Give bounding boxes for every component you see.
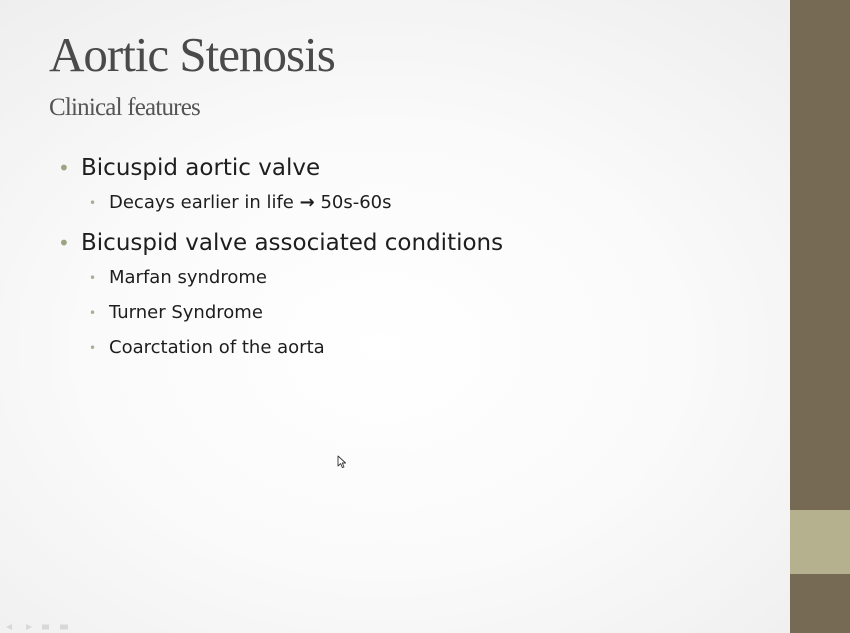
bullet-text: Bicuspid aortic valve [81,155,321,181]
slide-title: Aortic Stenosis [49,27,335,82]
bullet-text: Bicuspid valve associated conditions [81,230,504,256]
sub-bullet-dot-icon: • [89,271,97,285]
bullet-dot-icon: • [58,231,70,255]
sub-bullet-item-decays-earlier [58,188,758,223]
sub-bullet-text: Marfan syndrome [109,267,267,288]
bullet-item-bicuspid-aortic-valve [58,152,758,188]
bullet-item-associated-conditions [58,227,758,263]
slideshow-controls-icon[interactable] [2,622,82,632]
right-arrow-icon: → [299,192,315,213]
sub-bullet-item-coarctation [58,333,758,368]
sub-bullet-text: Coarctation of the aorta [109,337,325,358]
sidebar-dark-band-top [790,0,850,510]
slide-subtitle: Clinical features [49,94,200,121]
sub-bullet-dot-icon: • [89,196,97,210]
sub-bullet-text-after: 50s-60s [320,192,392,213]
sub-bullet-item-marfan [58,263,758,298]
sub-bullet-text: Decays earlier in life [109,192,294,213]
sub-bullet-dot-icon: • [89,341,97,355]
sidebar-light-band [790,510,850,574]
mouse-pointer-icon [337,455,347,469]
sidebar-dark-band-bottom [790,574,850,633]
bullet-dot-icon: • [58,156,70,180]
sub-bullet-item-turner [58,298,758,333]
sub-bullet-text: Turner Syndrome [109,302,263,323]
bullet-list [58,152,758,368]
sub-bullet-dot-icon: • [89,306,97,320]
